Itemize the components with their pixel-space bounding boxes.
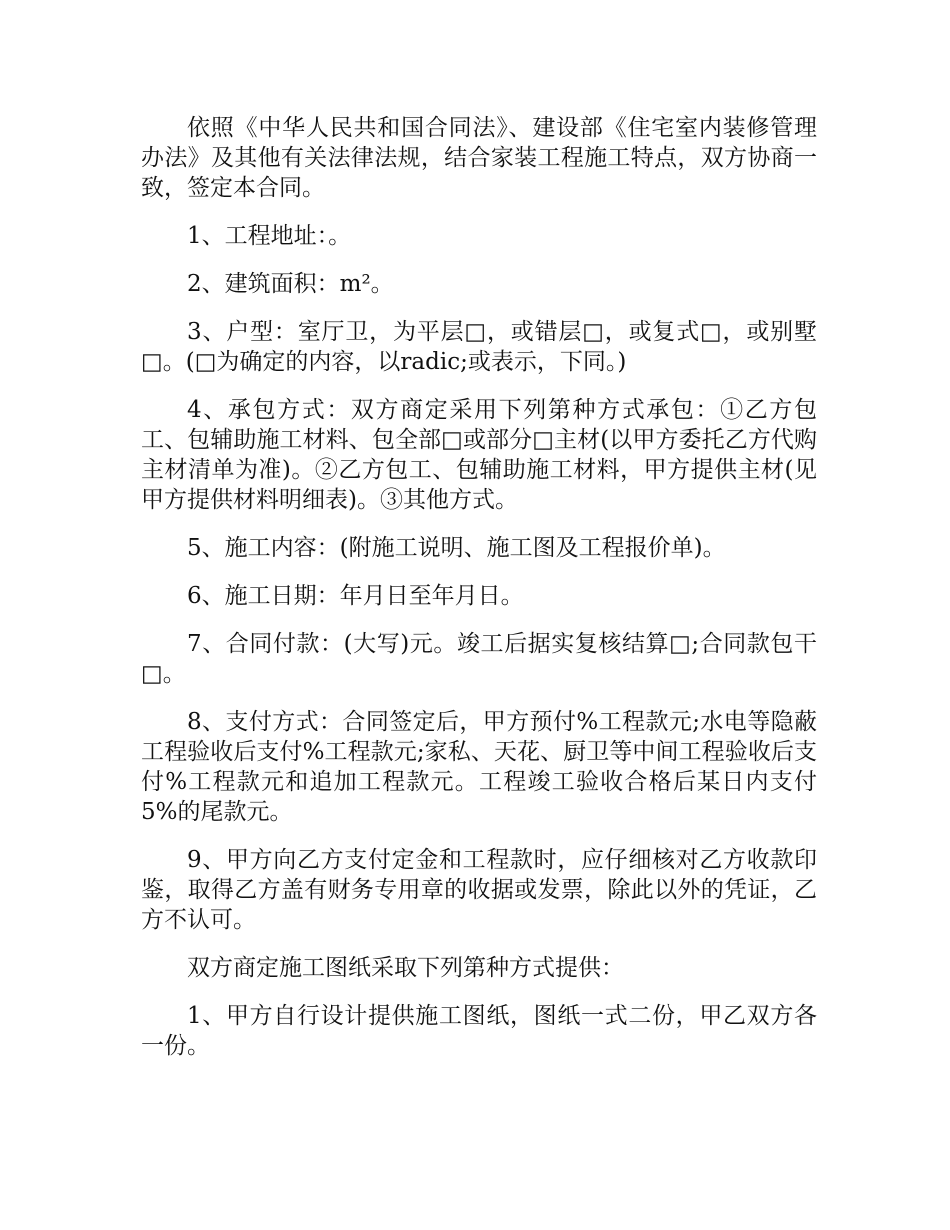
clause-payment-verification: 9、甲方向乙方支付定金和工程款时，应仔细核对乙方收款印鉴，取得乙方盖有财务专用章的收据或发票，除此以外的凭证，乙方不认可。 [141, 847, 817, 933]
clause-contract-payment: 7、合同付款：(大写)元。竣工后据实复核结算□;合同款包干□。 [141, 631, 817, 687]
drawings-intro-paragraph: 双方商定施工图纸采取下列第种方式提供： [187, 955, 624, 981]
clause-building-area: 2、建筑面积：m²。 [187, 271, 394, 297]
document-body [141, 113, 817, 1079]
clause-unit-type: 3、户型：室厅卫，为平层□，或错层□，或复式□，或别墅□。(□为确定的内容，以radic;或表示，下同。) [141, 319, 817, 375]
clause-payment-method: 8、支付方式：合同签定后，甲方预付%工程款元;水电等隐蔽工程验收后支付%工程款元;家私、天花、厨卫等中间工程验收后支付%工程款元和追加工程款元。工程竣工验收合格后某日内支付5%的尾款元。 [141, 709, 817, 825]
drawings-option-1: 1、甲方自行设计提供施工图纸，图纸一式二份，甲乙双方各一份。 [141, 1003, 817, 1059]
clause-construction-dates: 6、施工日期：年月日至年月日。 [187, 583, 524, 609]
clause-construction-content: 5、施工内容：(附施工说明、施工图及工程报价单)。 [187, 535, 726, 561]
preamble-paragraph: 依照《中华人民共和国合同法》、建设部《住宅室内装修管理办法》及其他有关法律法规，结合家装工程施工特点，双方协商一致，签定本合同。 [141, 115, 817, 201]
clause-contracting-method: 4、承包方式：双方商定采用下列第种方式承包：①乙方包工、包辅助施工材料、包全部□或部分□主材(以甲方委托乙方代购主材清单为准)。②乙方包工、包辅助施工材料，甲方提供主材(见甲方提供材料明细表)。③其他方式。 [141, 397, 817, 513]
clause-project-address: 1、工程地址：。 [187, 223, 352, 249]
